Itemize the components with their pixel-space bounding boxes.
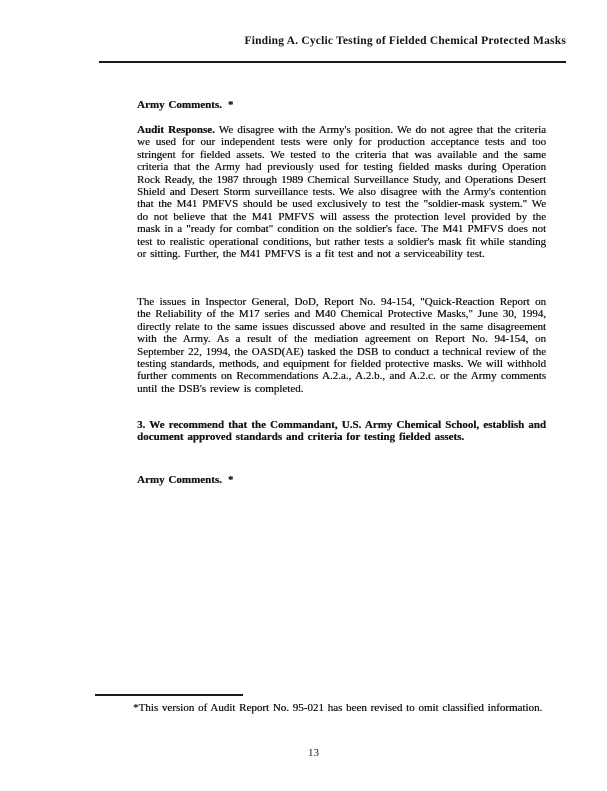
recommendation-paragraph: 3. We recommend that the Commandant, U.S. Army Chemical School, establish and document approved standards and criteria for testing fielded assets.	[137, 419, 546, 444]
audit-response-text: We disagree with the Army's position. We do not agree that the criteria we used for our independent tests were only for production acceptance tests and too stringent for fielded assets. We tested to the criteria that was available and the same criteria that the Army had previously used for testing fielded masks during Operation Rock Ready, the 1987 through 1989 Chemical Surveillance Study, and Operations Desert Shield and Desert Storm surveillance tests. We also disagree with the Army's contention that the M41 PMFVS should be used exclusively to test the "soldier-mask system." We do not believe that the M41 PMFVS will assess the protection level provided by the mask in a "ready for combat" condition on the soldier's face. The M41 PMFVS does not test to realistic operational conditions, but rather tests a soldier's mask fit while standing or sitting. Further, the M41 PMFVS is a fit test and not a serviceability test.	[137, 124, 546, 261]
army-comments-heading-2	[137, 474, 546, 486]
audit-response-label: Audit Response.	[137, 124, 215, 136]
page-header-title: Finding A. Cyclic Testing of Fielded Chemical Protected Masks	[244, 35, 566, 47]
header-rule	[99, 61, 566, 63]
footnote-text: *This version of Audit Report No. 95-021 has been revised to omit classified information.	[133, 702, 543, 714]
army-comments-label-1: Army Comments.	[137, 99, 222, 111]
footnote-asterisk-2: *	[227, 474, 234, 486]
audit-response-paragraph	[137, 124, 546, 260]
inspector-general-paragraph: The issues in Inspector General, DoD, Report No. 94-154, "Quick-Reaction Report on the Reliability of the M17 series and M40 Chemical Protective Masks," June 30, 1994, directly relate to the same issues discussed above and resulted in the same disagreement with the Army. As a result of the mediation agreement on Report No. 94-154, on September 22, 1994, the OASD(AE) tasked the DSB to conduct a technical review of the testing standards, methods, and equipment for fielded protective masks. We will withhold further comments on Recommendations A.2.a., A.2.b., and A.2.c. or the Army comments until the DSB's review is completed.	[137, 296, 546, 395]
footnote-asterisk-1: *	[227, 99, 234, 111]
army-comments-heading-1	[137, 99, 546, 111]
footnote-separator	[95, 694, 243, 696]
army-comments-label-2: Army Comments.	[137, 474, 222, 486]
page-number: 13	[308, 747, 319, 759]
